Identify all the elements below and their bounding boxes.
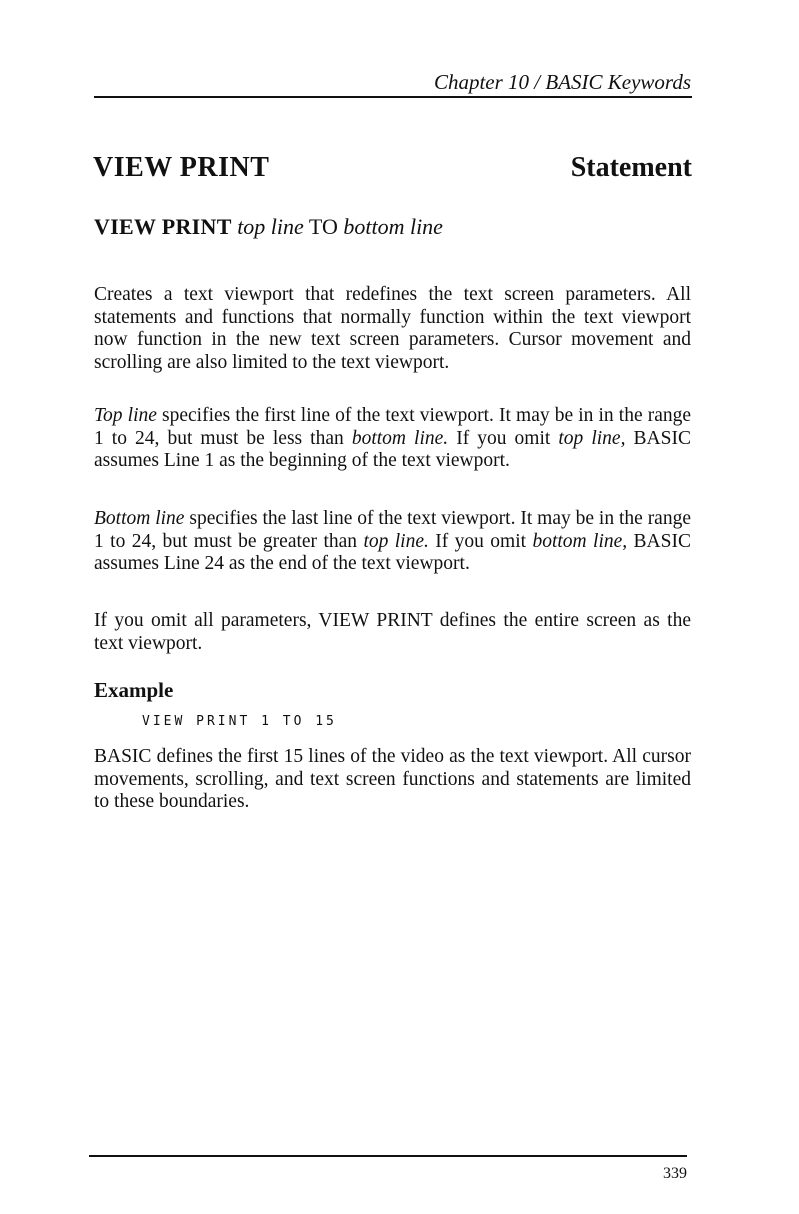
bottom-line-paragraph xyxy=(94,508,691,576)
paragraph-text: specifies the last line of the text viewport. It may be in the range 1 to 24, but must be greater than xyxy=(94,508,691,552)
term-top-line: top line. xyxy=(363,530,429,552)
paragraph-text: If you omit xyxy=(428,530,533,552)
paragraph-text: BASIC assumes Line 24 as the end of the text viewport. xyxy=(94,530,691,575)
syntax-param-top-line: top line xyxy=(237,214,304,239)
syntax-param-bottom-line: bottom line xyxy=(343,214,443,239)
term-top-line: top line, xyxy=(558,427,626,449)
top-line-paragraph xyxy=(94,405,691,473)
syntax-line xyxy=(94,212,443,242)
footer-rule xyxy=(89,1155,687,1157)
term-bottom-line: bottom line. xyxy=(351,427,449,449)
example-heading: Example xyxy=(94,678,174,702)
term-top-line: Top line xyxy=(94,405,157,426)
description-paragraph: Creates a text viewport that redefines the text screen parameters. All statements and functions that normally function within the text viewport now function in the new text screen parameters. Cursor movement and scrolling are also limited to the text viewport. xyxy=(94,284,691,373)
header-rule xyxy=(94,96,692,98)
syntax-keyword: VIEW PRINT xyxy=(94,214,232,239)
keyword-type: Statement xyxy=(570,152,692,183)
paragraph-text: specifies the first line of the text viewport. It may be in in the range 1 to 24, but must be less than xyxy=(94,405,692,449)
term-bottom-line: Bottom line xyxy=(94,508,185,529)
term-bottom-line: bottom line, xyxy=(532,530,628,552)
paragraph-text: If you omit xyxy=(448,427,559,449)
omit-parameters-paragraph: If you omit all parameters, VIEW PRINT defines the entire screen as the text viewport. xyxy=(94,610,691,654)
example-explanation: BASIC defines the first 15 lines of the video as the text viewport. All cursor movements, scrolling, and text screen functions and statements are limited to these boundaries. xyxy=(94,746,691,813)
syntax-separator: TO xyxy=(308,214,338,239)
example-code: VIEW PRINT 1 TO 15 xyxy=(142,714,337,729)
page-number: 339 xyxy=(663,1165,687,1182)
running-head: Chapter 10 / BASIC Keywords xyxy=(433,70,691,94)
entry-title-row xyxy=(93,150,692,190)
keyword-title: VIEW PRINT xyxy=(93,152,270,183)
paragraph-text: BASIC assumes Line 1 as the beginning of the text viewport. xyxy=(94,427,691,472)
